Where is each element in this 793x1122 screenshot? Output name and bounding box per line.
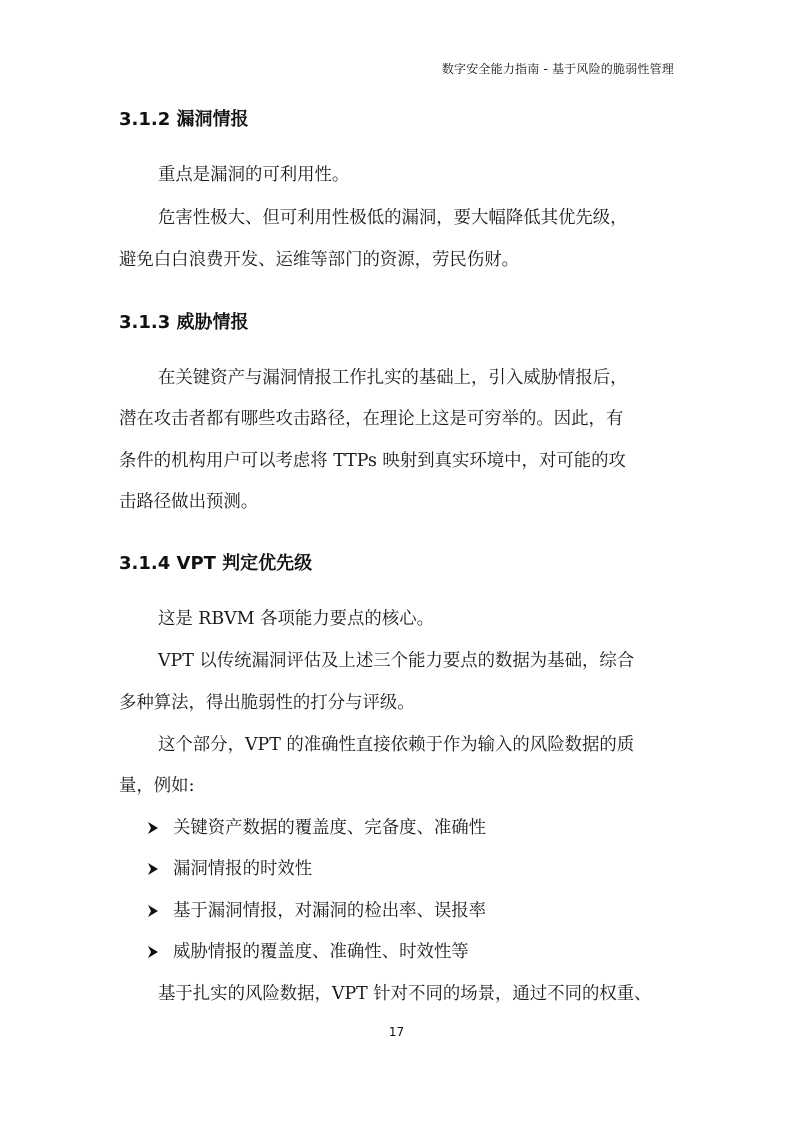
paragraph-line: 重点是漏洞的可利用性。: [158, 165, 350, 185]
paragraph-line: 基于扎实的风险数据，VPT 针对不同的场景，通过不同的权重、: [158, 984, 652, 1004]
arrowhead-bullet-icon: [147, 857, 159, 881]
paragraph-line: 量，例如:: [119, 776, 195, 796]
bullet-text: 漏洞情报的时效性: [173, 859, 313, 879]
page-number: 17: [388, 1025, 405, 1039]
bullet-item: [147, 899, 486, 923]
paragraph-line: VPT 以传统漏洞评估及上述三个能力要点的数据为基础，综合: [158, 651, 635, 671]
bullet-item: [147, 857, 312, 881]
paragraph-line: 在关键资产与漏洞情报工作扎实的基础上，引入威胁情报后，: [158, 368, 628, 388]
bullet-text: 基于漏洞情报，对漏洞的检出率、误报率: [173, 901, 487, 921]
paragraph-line: 条件的机构用户可以考虑将 TTPs 映射到真实环境中，对可能的攻: [119, 451, 626, 471]
bullet-item: [147, 940, 469, 964]
paragraph-line: 危害性极大、但可利用性极低的漏洞，要大幅降低其优先级，: [158, 208, 628, 228]
paragraph-line: 避免白白浪费开发、运维等部门的资源，劳民伤财。: [119, 250, 519, 270]
arrowhead-bullet-icon: [147, 899, 159, 923]
bullet-text: 威胁情报的覆盖度、准确性、时效性等: [173, 942, 469, 962]
arrowhead-bullet-icon: [147, 940, 159, 964]
section-heading-vpt: 3.1.4 VPT 判定优先级: [119, 553, 313, 574]
paragraph-line: 多种算法，得出脆弱性的打分与评级。: [119, 693, 415, 713]
section-heading-threat-intel: 3.1.3 威胁情报: [119, 312, 249, 333]
bullet-item: [147, 816, 486, 840]
paragraph-line: 潜在攻击者都有哪些攻击路径，在理论上这是可穷举的。因此，有: [119, 409, 624, 429]
paragraph-line: 这是 RBVM 各项能力要点的核心。: [158, 609, 434, 629]
section-heading-vuln-intel: 3.1.2 漏洞情报: [119, 109, 249, 130]
running-header: 数字安全能力指南 - 基于风险的脆弱性管理: [441, 62, 674, 76]
bullet-text: 关键资产数据的覆盖度、完备度、准确性: [173, 818, 487, 838]
paragraph-line: 这个部分，VPT 的准确性直接依赖于作为输入的风险数据的质: [158, 735, 635, 755]
paragraph-line: 击路径做出预测。: [119, 492, 259, 512]
arrowhead-bullet-icon: [147, 816, 159, 840]
